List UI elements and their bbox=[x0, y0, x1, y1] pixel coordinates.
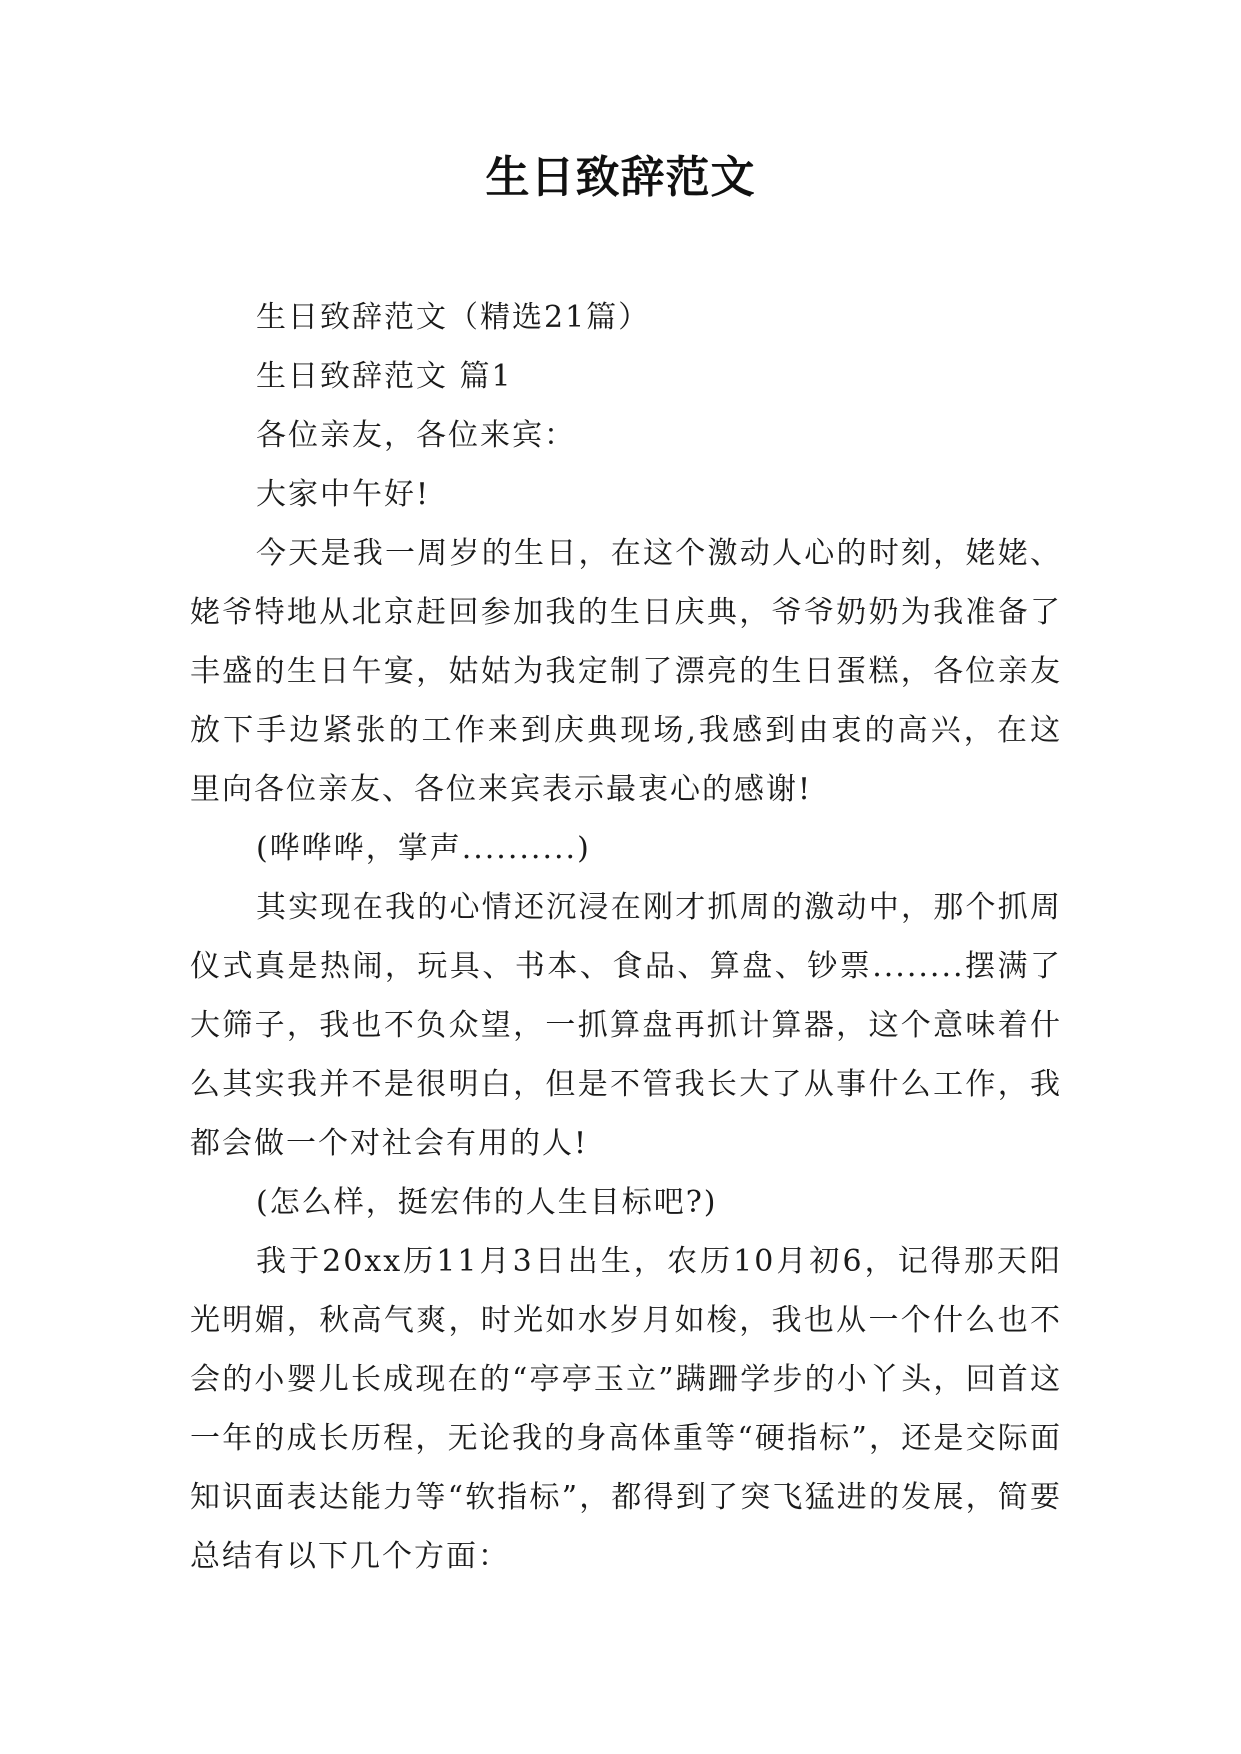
paragraph-aside: (怎么样，挺宏伟的人生目标吧?) bbox=[256, 1185, 718, 1220]
paragraph-body: 今天是我一周岁的生日，在这个激动人心的时刻，姥姥、姥爷特地从北京赶回参加我的生日庆典，爷爷奶奶为我准备了丰盛的生日午宴，姑姑为我定制了漂亮的生日蛋糕，各位亲友放下手边紧张的工作来到庆典现场,我感到由衷的高兴，在这里向各位亲友、各位来宾表示最衷心的感谢! bbox=[190, 536, 1062, 807]
paragraph-subtitle: 生日致辞范文（精选21篇） bbox=[256, 300, 651, 335]
document-title: 生日致辞范文 bbox=[485, 152, 756, 203]
paragraph-body: 我于20xx历11月3日出生，农历10月初6，记得那天阳光明媚，秋高气爽，时光如水岁月如梭，我也从一个什么也不会的小婴儿长成现在的“亭亭玉立”蹒跚学步的小丫头，回首这一年的成长历程，无论我的身高体重等“硬指标”，还是交际面知识面表达能力等“软指标”，都得到了突飞猛进的发展，简要总结有以下几个方面： bbox=[190, 1244, 1062, 1574]
paragraph-aside: (哗哗哗，掌声..........) bbox=[256, 831, 591, 866]
paragraph-section-heading: 生日致辞范文 篇1 bbox=[256, 359, 513, 394]
document-body bbox=[190, 288, 1062, 1586]
paragraph-salutation: 各位亲友，各位来宾： bbox=[256, 418, 576, 453]
paragraph-greeting: 大家中午好! bbox=[256, 477, 431, 512]
paragraph-body: 其实现在我的心情还沉浸在刚才抓周的激动中，那个抓周仪式真是热闹，玩具、书本、食品、算盘、钞票........摆满了大筛子，我也不负众望，一抓算盘再抓计算器，这个意味着什么其实我并不是很明白，但是不管我长大了从事什么工作，我都会做一个对社会有用的人! bbox=[190, 890, 1062, 1161]
